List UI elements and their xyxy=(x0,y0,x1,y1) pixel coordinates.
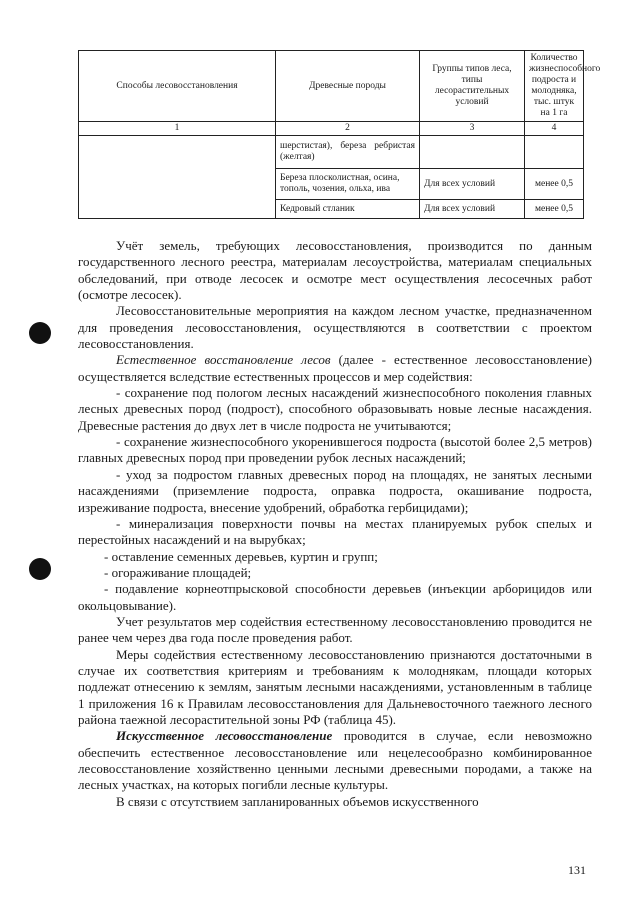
table-cell-method xyxy=(79,136,276,219)
table-cell-quantity: менее 0,5 xyxy=(525,169,584,200)
term-artificial-restoration: Искусственное лесовосстановление xyxy=(116,728,333,744)
paragraph-sufficiency: Меры содействия естественному лесовосстановлению признаются достаточными в случае их соответствия критериям и требованиям к молоднякам, площади которых подлежат отнесению к землям, занятым лесными насаждениями, установленным в таблице 1 приложения 16 к Правилам лесовосстановления для Дальневосточного таежного лесного района таежной лесорастительной зоны РФ (таблица 45). xyxy=(78,646,592,727)
paragraph-land-accounting: Учёт земель, требующих лесовосстановления, производится по данным государственного лесного реестра, материалам лесоустройства, материалам специальных обследований, при отводе лесосек и осмотре мест осуществления лесосечных работ (осмотре лесосек). xyxy=(78,238,592,303)
forest-restoration-table xyxy=(78,50,601,219)
list-item: - подавление корнеотпрысковой способности деревьев (инъекции арборицидов или окольцовывание). xyxy=(78,581,592,613)
list-item: - сохранение жизнеспособного укоренившегося подроста (высотой более 2,5 метров) главных древесных пород при проведении рубок лесных насаждений; xyxy=(78,434,592,466)
paragraph-restoration-measures: Лесовосстановительные мероприятия на каждом лесном участке, предназначенном для проведения лесовосстановления, осуществляются в соответствии с проектом лесовосстановления. xyxy=(78,303,592,352)
table-cell-conditions xyxy=(420,136,525,169)
paragraph-natural-restoration-text: (далее - естественное лесовосстановление) осуществляется вследствие естественных процессов и мер содействия: xyxy=(78,352,592,384)
table-header-row xyxy=(79,51,584,122)
column-number: 3 xyxy=(420,122,525,136)
paragraph-results-accounting: Учет результатов мер содействия естественному лесовосстановлению проводится не ранее чем через два года после проведения работ. xyxy=(78,613,592,646)
column-number: 1 xyxy=(79,122,276,136)
column-number: 2 xyxy=(276,122,420,136)
page-number: 131 xyxy=(568,863,586,877)
table-header-method: Способы лесовосстановления xyxy=(79,51,276,122)
list-item: - огораживание площадей; xyxy=(104,564,252,580)
paragraph-natural-restoration xyxy=(78,352,592,385)
table-header-species: Древесные породы xyxy=(276,51,420,122)
paragraph-planned-volumes: В связи с отсутствием запланированных объемов искусственного xyxy=(116,793,479,809)
table-header-quantity: Количество жизнеспособного подроста и молодняка, тыс. штук на 1 га xyxy=(525,51,584,122)
table-cell-quantity xyxy=(525,136,584,169)
table-cell-species: Кедровый стланик xyxy=(276,200,420,219)
list-item: - оставление семенных деревьев, куртин и групп; xyxy=(104,548,378,564)
table-cell-species: шерстистая), береза ребристая (желтая) xyxy=(276,136,420,169)
table-cell-conditions: Для всех условий xyxy=(420,169,525,200)
paragraph-artificial-restoration-text: проводится в случае, если невозможно обеспечить естественное лесовосстановление или нецелесообразно комбинированное лесовосстановление хозяйственно ценными лесными древесными породами, а также на лесных участках, на которых погибли лесные культуры. xyxy=(78,728,592,793)
punch-hole-mark xyxy=(29,558,51,580)
punch-hole-mark xyxy=(29,322,51,344)
term-natural-restoration: Естественное восстановление лесов xyxy=(116,352,331,368)
list-item: - минерализация поверхности почвы на местах планируемых рубок спелых и перестойных насаждений и на вырубках; xyxy=(78,515,592,548)
list-item: - сохранение под пологом лесных насаждений жизнеспособного поколения главных лесных древесных пород (подрост), способного образовывать новые лесные насаждения. Древесные растения до двух лет в числе подроста не учитываются; xyxy=(78,385,592,433)
column-number: 4 xyxy=(525,122,584,136)
table-header-conditions: Группы типов леса, типы лесорастительных условий xyxy=(420,51,525,122)
table-cell-species: Береза плосколистная, осина, тополь, чозения, ольха, ива xyxy=(276,169,420,200)
table-cell-quantity: менее 0,5 xyxy=(525,200,584,219)
document-body xyxy=(78,238,592,810)
paragraph-artificial-restoration xyxy=(78,728,592,793)
table-column-numbers-row xyxy=(79,122,584,136)
table-row xyxy=(79,136,584,169)
list-item: - уход за подростом главных древесных пород на площадях, не занятых лесными насаждениями (приземление подроста, оправка подроста, окашивание подроста, изреживание подроста, внесение удобрений, обработка гербицидами); xyxy=(78,466,592,515)
table-cell-conditions: Для всех условий xyxy=(420,200,525,219)
